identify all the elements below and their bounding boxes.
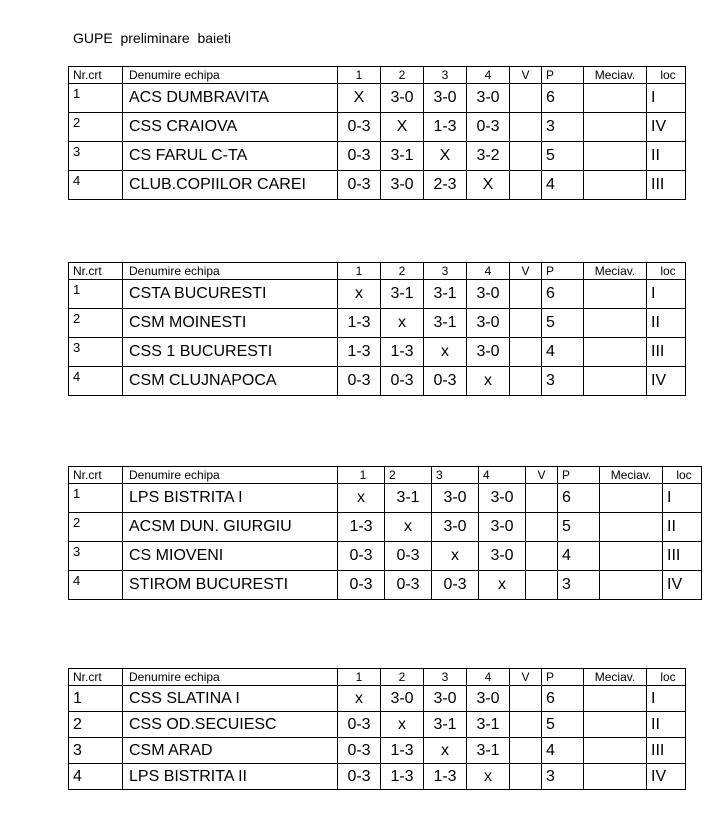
cell-vs-4: x	[467, 764, 510, 790]
cell-team: LPS BISTRITA II	[123, 764, 338, 790]
cell-v	[526, 513, 558, 542]
cell-team: CSS 1 BUCURESTI	[123, 338, 338, 367]
cell-team: CSM ARAD	[123, 738, 338, 764]
header-set-1: 1	[338, 263, 381, 280]
cell-vs-1: 0-3	[338, 113, 381, 142]
cell-nr: 1	[69, 280, 123, 309]
header-row	[69, 67, 686, 84]
cell-team: ACS DUMBRAVITA	[123, 84, 338, 113]
cell-team: CS MIOVENI	[123, 542, 338, 571]
cell-points: 6	[542, 280, 584, 309]
cell-meciav	[584, 338, 647, 367]
cell-points: 5	[542, 142, 584, 171]
cell-vs-3: x	[424, 738, 467, 764]
header-loc: loc	[647, 263, 686, 280]
cell-vs-4: 3-1	[467, 712, 510, 738]
cell-meciav	[584, 712, 647, 738]
cell-vs-4: 0-3	[467, 113, 510, 142]
cell-vs-3: 3-0	[424, 84, 467, 113]
cell-meciav	[600, 571, 663, 600]
header-p: P	[542, 669, 584, 686]
cell-v	[510, 142, 542, 171]
cell-points: 4	[542, 171, 584, 200]
cell-nr: 2	[69, 113, 123, 142]
header-set-2: 2	[381, 67, 424, 84]
cell-vs-3: 3-1	[424, 712, 467, 738]
cell-meciav	[584, 309, 647, 338]
cell-meciav	[584, 84, 647, 113]
header-set-2: 2	[381, 669, 424, 686]
cell-vs-3: X	[424, 142, 467, 171]
cell-meciav	[584, 686, 647, 712]
cell-meciav	[584, 113, 647, 142]
table-row	[69, 113, 686, 142]
header-p: P	[558, 467, 600, 484]
cell-vs-1: 1-3	[338, 513, 385, 542]
cell-points: 5	[542, 309, 584, 338]
cell-vs-1: x	[338, 280, 381, 309]
table-row	[69, 712, 686, 738]
header-meciav: Meciav.	[584, 669, 647, 686]
cell-vs-3: 3-0	[424, 686, 467, 712]
cell-team: CLUB.COPIILOR CAREI	[123, 171, 338, 200]
cell-v	[510, 712, 542, 738]
cell-meciav	[584, 764, 647, 790]
cell-vs-2: 3-1	[381, 142, 424, 171]
header-p: P	[542, 263, 584, 280]
cell-place: III	[647, 338, 686, 367]
cell-points: 6	[542, 686, 584, 712]
header-loc: loc	[663, 467, 702, 484]
cell-vs-2: 3-0	[381, 686, 424, 712]
header-set-2: 2	[385, 467, 432, 484]
cell-vs-1: 0-3	[338, 738, 381, 764]
header-row	[69, 669, 686, 686]
table-row	[69, 84, 686, 113]
cell-vs-4: 3-0	[467, 686, 510, 712]
cell-team: CSS OD.SECUIESC	[123, 712, 338, 738]
header-v: V	[510, 669, 542, 686]
cell-vs-1: 1-3	[338, 338, 381, 367]
cell-vs-2: X	[381, 113, 424, 142]
cell-vs-4: 3-0	[479, 484, 526, 513]
cell-points: 3	[558, 571, 600, 600]
cell-team: CSTA BUCURESTI	[123, 280, 338, 309]
header-set-4: 4	[479, 467, 526, 484]
cell-place: II	[663, 513, 702, 542]
cell-nr: 1	[69, 484, 123, 513]
table-row	[69, 142, 686, 171]
cell-vs-2: x	[385, 513, 432, 542]
cell-vs-4: 3-0	[479, 542, 526, 571]
cell-meciav	[584, 280, 647, 309]
cell-vs-4: x	[467, 367, 510, 396]
cell-vs-3: x	[424, 338, 467, 367]
header-meciav: Meciav.	[584, 263, 647, 280]
cell-nr: 3	[69, 338, 123, 367]
table-row	[69, 309, 686, 338]
group-table-1	[68, 66, 686, 200]
cell-vs-3: 3-1	[424, 280, 467, 309]
cell-v	[510, 171, 542, 200]
cell-vs-2: 3-1	[381, 280, 424, 309]
cell-vs-2: 3-0	[381, 171, 424, 200]
cell-vs-4: 3-0	[467, 338, 510, 367]
cell-nr: 2	[69, 712, 123, 738]
header-loc: loc	[647, 669, 686, 686]
cell-nr: 1	[69, 686, 123, 712]
cell-vs-1: 0-3	[338, 142, 381, 171]
cell-nr: 2	[69, 309, 123, 338]
cell-place: I	[647, 686, 686, 712]
header-p: P	[542, 67, 584, 84]
table-row	[69, 738, 686, 764]
cell-nr: 3	[69, 738, 123, 764]
header-loc: loc	[647, 67, 686, 84]
cell-meciav	[600, 542, 663, 571]
header-v: V	[510, 67, 542, 84]
cell-vs-1: x	[338, 484, 385, 513]
cell-v	[510, 367, 542, 396]
cell-v	[510, 338, 542, 367]
header-set-1: 1	[338, 467, 385, 484]
cell-points: 4	[558, 542, 600, 571]
cell-v	[526, 571, 558, 600]
cell-v	[510, 686, 542, 712]
cell-team: CSM CLUJNAPOCA	[123, 367, 338, 396]
cell-nr: 4	[69, 367, 123, 396]
cell-vs-4: 3-0	[467, 309, 510, 338]
table-row	[69, 571, 702, 600]
cell-vs-4: x	[479, 571, 526, 600]
cell-team: CSS CRAIOVA	[123, 113, 338, 142]
cell-team: ACSM DUN. GIURGIU	[123, 513, 338, 542]
cell-vs-4: 3-0	[479, 513, 526, 542]
cell-vs-3: 1-3	[424, 764, 467, 790]
cell-vs-4: X	[467, 171, 510, 200]
cell-points: 3	[542, 764, 584, 790]
cell-place: II	[647, 712, 686, 738]
cell-points: 3	[542, 367, 584, 396]
table-row	[69, 338, 686, 367]
header-v: V	[526, 467, 558, 484]
cell-vs-3: 3-0	[432, 484, 479, 513]
cell-vs-1: 0-3	[338, 571, 385, 600]
cell-points: 6	[542, 84, 584, 113]
cell-vs-1: X	[338, 84, 381, 113]
cell-vs-1: 0-3	[338, 171, 381, 200]
cell-place: III	[647, 171, 686, 200]
header-set-1: 1	[338, 67, 381, 84]
header-nr: Nr.crt	[69, 669, 123, 686]
cell-meciav	[584, 367, 647, 396]
table-row	[69, 280, 686, 309]
cell-v	[510, 309, 542, 338]
cell-place: IV	[663, 571, 702, 600]
cell-place: I	[663, 484, 702, 513]
cell-vs-2: 0-3	[381, 367, 424, 396]
cell-vs-1: 0-3	[338, 542, 385, 571]
cell-vs-2: 0-3	[385, 571, 432, 600]
cell-place: IV	[647, 764, 686, 790]
header-row	[69, 467, 702, 484]
table-row	[69, 686, 686, 712]
cell-v	[510, 280, 542, 309]
cell-vs-2: 1-3	[381, 738, 424, 764]
cell-nr: 1	[69, 84, 123, 113]
group-table-2	[68, 262, 686, 396]
cell-points: 5	[542, 712, 584, 738]
header-meciav: Meciav.	[584, 67, 647, 84]
cell-place: IV	[647, 367, 686, 396]
cell-vs-2: 3-0	[381, 84, 424, 113]
page-title: GUPE preliminare baieti	[73, 30, 231, 46]
cell-vs-4: 3-2	[467, 142, 510, 171]
cell-vs-3: 1-3	[424, 113, 467, 142]
cell-meciav	[600, 513, 663, 542]
cell-meciav	[600, 484, 663, 513]
cell-points: 6	[558, 484, 600, 513]
cell-place: III	[647, 738, 686, 764]
header-row	[69, 263, 686, 280]
cell-vs-1: 0-3	[338, 712, 381, 738]
header-set-4: 4	[467, 669, 510, 686]
cell-team: CS FARUL C-TA	[123, 142, 338, 171]
header-v: V	[510, 263, 542, 280]
cell-points: 4	[542, 338, 584, 367]
cell-meciav	[584, 171, 647, 200]
cell-v	[510, 84, 542, 113]
cell-vs-3: 0-3	[432, 571, 479, 600]
header-name: Denumire echipa	[123, 467, 338, 484]
cell-place: IV	[647, 113, 686, 142]
cell-vs-4: 3-1	[467, 738, 510, 764]
cell-vs-2: x	[381, 712, 424, 738]
cell-points: 3	[542, 113, 584, 142]
cell-vs-2: 0-3	[385, 542, 432, 571]
cell-v	[526, 484, 558, 513]
header-set-3: 3	[432, 467, 479, 484]
cell-vs-4: 3-0	[467, 84, 510, 113]
cell-v	[510, 764, 542, 790]
cell-vs-3: x	[432, 542, 479, 571]
cell-nr: 4	[69, 171, 123, 200]
cell-place: III	[663, 542, 702, 571]
header-set-2: 2	[381, 263, 424, 280]
cell-team: LPS BISTRITA I	[123, 484, 338, 513]
header-nr: Nr.crt	[69, 263, 123, 280]
header-meciav: Meciav.	[600, 467, 663, 484]
cell-team: STIROM BUCURESTI	[123, 571, 338, 600]
header-name: Denumire echipa	[123, 67, 338, 84]
cell-team: CSS SLATINA I	[123, 686, 338, 712]
header-set-3: 3	[424, 669, 467, 686]
header-set-1: 1	[338, 669, 381, 686]
cell-nr: 2	[69, 513, 123, 542]
cell-v	[510, 113, 542, 142]
header-set-3: 3	[424, 67, 467, 84]
cell-place: II	[647, 142, 686, 171]
header-nr: Nr.crt	[69, 467, 123, 484]
cell-vs-4: 3-0	[467, 280, 510, 309]
cell-points: 5	[558, 513, 600, 542]
cell-place: I	[647, 280, 686, 309]
cell-meciav	[584, 738, 647, 764]
cell-vs-3: 0-3	[424, 367, 467, 396]
cell-vs-1: 1-3	[338, 309, 381, 338]
header-nr: Nr.crt	[69, 67, 123, 84]
cell-vs-3: 2-3	[424, 171, 467, 200]
table-row	[69, 513, 702, 542]
cell-vs-1: 0-3	[338, 367, 381, 396]
header-set-3: 3	[424, 263, 467, 280]
cell-nr: 4	[69, 764, 123, 790]
cell-meciav	[584, 142, 647, 171]
cell-nr: 3	[69, 142, 123, 171]
group-table-3	[68, 466, 702, 600]
cell-vs-2: 1-3	[381, 764, 424, 790]
header-set-4: 4	[467, 263, 510, 280]
table-row	[69, 484, 702, 513]
cell-points: 4	[542, 738, 584, 764]
header-set-4: 4	[467, 67, 510, 84]
cell-vs-2: 1-3	[381, 338, 424, 367]
cell-nr: 4	[69, 571, 123, 600]
cell-v	[526, 542, 558, 571]
cell-vs-3: 3-0	[432, 513, 479, 542]
cell-nr: 3	[69, 542, 123, 571]
cell-vs-3: 3-1	[424, 309, 467, 338]
table-row	[69, 367, 686, 396]
cell-place: I	[647, 84, 686, 113]
header-name: Denumire echipa	[123, 263, 338, 280]
cell-vs-1: 0-3	[338, 764, 381, 790]
cell-team: CSM MOINESTI	[123, 309, 338, 338]
cell-vs-2: 3-1	[385, 484, 432, 513]
table-row	[69, 542, 702, 571]
group-table-4	[68, 668, 686, 790]
cell-place: II	[647, 309, 686, 338]
cell-v	[510, 738, 542, 764]
cell-vs-1: x	[338, 686, 381, 712]
table-row	[69, 764, 686, 790]
table-row	[69, 171, 686, 200]
cell-vs-2: x	[381, 309, 424, 338]
header-name: Denumire echipa	[123, 669, 338, 686]
